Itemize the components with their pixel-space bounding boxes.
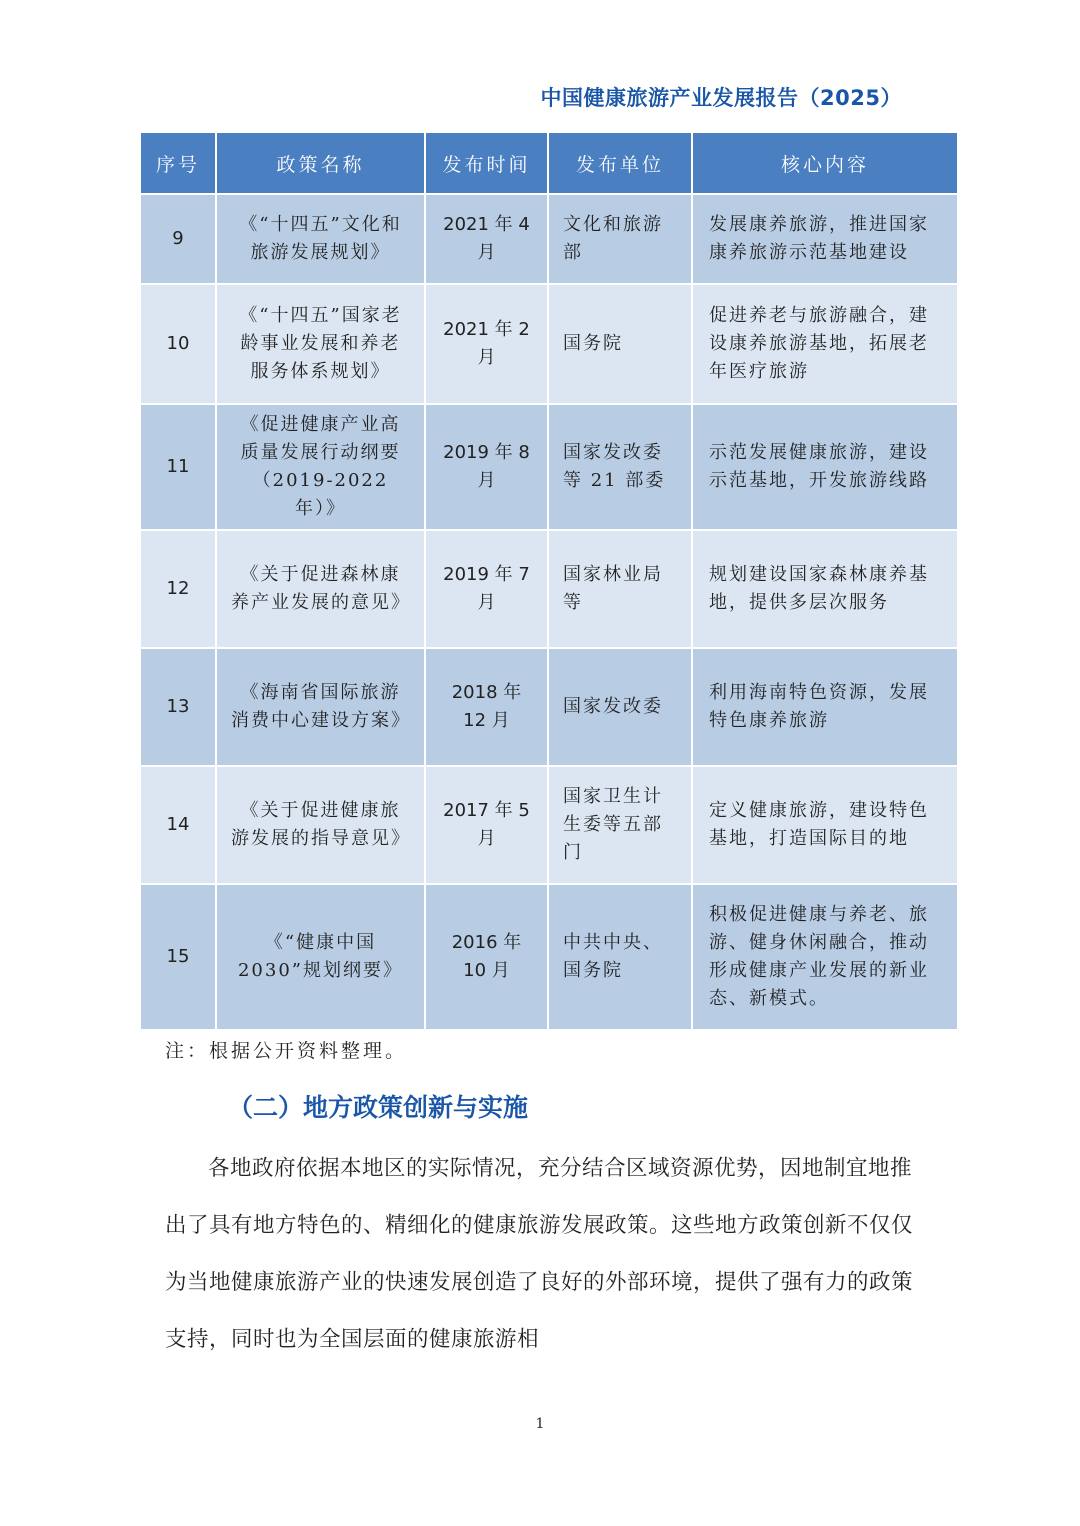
row-number: 12	[140, 530, 216, 648]
publisher: 文化和旅游部	[548, 194, 692, 284]
policy-name: 《关于促进健康旅游发展的指导意见》	[216, 766, 425, 884]
publish-date: 2021 年 4 月	[425, 194, 548, 284]
column-header-no: 序号	[140, 132, 216, 194]
row-number: 9	[140, 194, 216, 284]
body-paragraph: 各地政府依据本地区的实际情况，充分结合区域资源优势，因地制宜地推出了具有地方特色的、精细化的健康旅游发展政策。这些地方政策创新不仅仅为当地健康旅游产业的快速发展创造了良好的外部环境，提供了强有力的政策支持，同时也为全国层面的健康旅游相	[165, 1156, 914, 1352]
table-row	[140, 404, 958, 530]
core-content: 定义健康旅游，建设特色基地，打造国际目的地	[692, 766, 958, 884]
table-row	[140, 766, 958, 884]
core-content: 积极促进健康与养老、旅游、健身休闲融合，推动形成健康产业发展的新业态、新模式。	[692, 884, 958, 1030]
core-content: 发展康养旅游，推进国家康养旅游示范基地建设	[692, 194, 958, 284]
table-header-row	[140, 132, 958, 194]
table-row	[140, 284, 958, 404]
publish-date: 2019 年 7 月	[425, 530, 548, 648]
core-content: 利用海南特色资源，发展特色康养旅游	[692, 648, 958, 766]
section-heading: （二）地方政策创新与实施	[228, 1093, 529, 1122]
policy-table	[139, 131, 959, 1031]
policy-name: 《“十四五”国家老龄事业发展和养老服务体系规划》	[216, 284, 425, 404]
table-row	[140, 530, 958, 648]
table-row	[140, 648, 958, 766]
core-content: 促进养老与旅游融合，建设康养旅游基地，拓展老年医疗旅游	[692, 284, 958, 404]
report-title: 中国健康旅游产业发展报告（2025）	[540, 86, 902, 110]
publisher: 国家发改委等 21 部委	[548, 404, 692, 530]
publish-date: 2021 年 2 月	[425, 284, 548, 404]
core-content: 示范发展健康旅游，建设示范基地，开发旅游线路	[692, 404, 958, 530]
row-number: 14	[140, 766, 216, 884]
table-row	[140, 884, 958, 1030]
page-number: 1	[535, 1416, 545, 1432]
publisher: 国务院	[548, 284, 692, 404]
publish-date: 2017 年 5 月	[425, 766, 548, 884]
column-header-unit: 发布单位	[548, 132, 692, 194]
column-header-name: 政策名称	[216, 132, 425, 194]
publisher: 国家卫生计生委等五部门	[548, 766, 692, 884]
column-header-core: 核心内容	[692, 132, 958, 194]
row-number: 11	[140, 404, 216, 530]
policy-name: 《“十四五”文化和旅游发展规划》	[216, 194, 425, 284]
publish-date: 2018 年 12 月	[425, 648, 548, 766]
row-number: 15	[140, 884, 216, 1030]
publisher: 国家发改委	[548, 648, 692, 766]
row-number: 10	[140, 284, 216, 404]
row-number: 13	[140, 648, 216, 766]
table-row	[140, 194, 958, 284]
core-content: 规划建设国家森林康养基地，提供多层次服务	[692, 530, 958, 648]
publisher: 中共中央、国务院	[548, 884, 692, 1030]
policy-name: 《促进健康产业高质量发展行动纲要（2019-2022 年）》	[216, 404, 425, 530]
policy-name: 《“健康中国 2030”规划纲要》	[216, 884, 425, 1030]
policy-name: 《关于促进森林康养产业发展的意见》	[216, 530, 425, 648]
publish-date: 2016 年 10 月	[425, 884, 548, 1030]
table-note: 注：根据公开资料整理。	[165, 1040, 408, 1062]
publish-date: 2019 年 8 月	[425, 404, 548, 530]
column-header-date: 发布时间	[425, 132, 548, 194]
publisher: 国家林业局等	[548, 530, 692, 648]
policy-name: 《海南省国际旅游消费中心建设方案》	[216, 648, 425, 766]
